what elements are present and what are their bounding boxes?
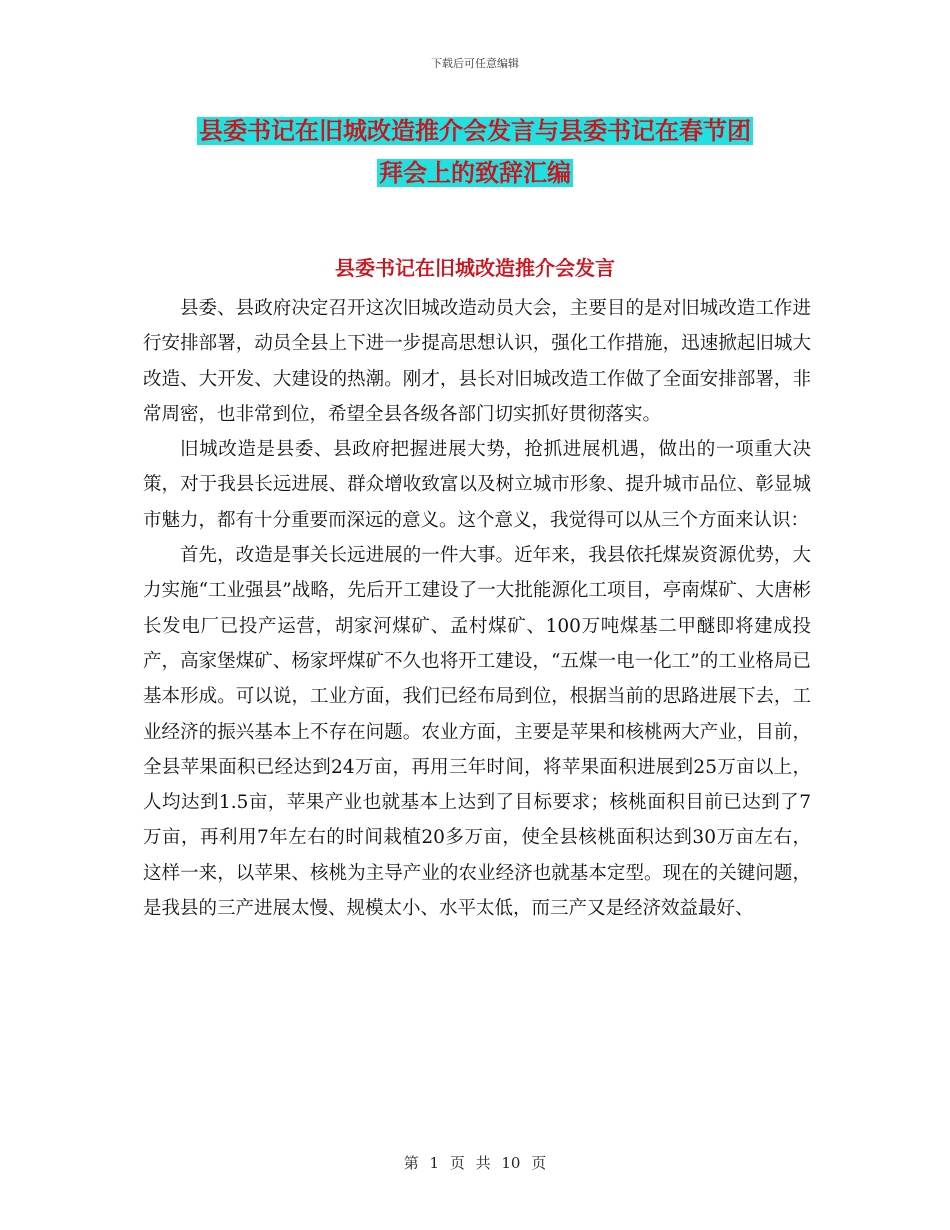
paragraph-3: 首先，改造是事关长远进展的一件大事。近年来，我县依托煤炭资源优势，大力实施“工业强县”战略，先后开工建设了一大批能源化工项目，亭南煤矿、大唐彬长发电厂已投产运营，胡家河煤矿、孟村煤矿、100万吨煤基二甲醚即将建成投产，高家堡煤矿、杨家坪煤矿不久也将开工建设，“五煤一电一化工”的工业格局已基本形成。可以说，工业方面，我们已经布局到位，根据当前的思路进展下去，工业经济的振兴基本上不存在问题。农业方面，主要是苹果和核桃两大产业，目前，全县苹果面积已经达到24万亩，再用三年时间，将苹果面积进展到25万亩以上，人均达到1.5亩，苹果产业也就基本上达到了目标要求；核桃面积目前已达到了7万亩，再利用7年左右的时间栽植20多万亩，使全县核桃面积达到30万亩左右，这样一来，以苹果、核桃为主导产业的农业经济也就基本定型。现在的关键问题，是我县的三产进展太慢、规模太小、水平太低，而三产又是经济效益最好、 (143, 545, 811, 920)
paragraph-1: 县委、县政府决定召开这次旧城改造动员大会，主要目的是对旧城改造工作进行安排部署，动员全县上下进一步提高思想认识，强化工作措施，迅速掀起旧城大改造、大开发、大建设的热潮。刚才，县长对旧城改造工作做了全面安排部署，非常周密，也非常到位，希望全县各级各部门切实抓好贯彻落实。 (143, 298, 811, 425)
title-line-2: 拜会上的致辞汇编 (379, 159, 571, 187)
title-line-1: 县委书记在旧城改造推介会发言与县委书记在春节团 (199, 117, 751, 145)
section-title: 县委书记在旧城改造推介会发言 (335, 256, 615, 280)
document-body (143, 291, 811, 926)
page-footer: 第 1 页 共 10 页 (403, 1154, 547, 1172)
paragraph-2: 旧城改造是县委、县政府把握进展大势，抢抓进展机遇，做出的一项重大决策，对于我县长远进展、群众增收致富以及树立城市形象、提升城市品位、彰显城市魅力，都有十分重要而深远的意义。这个意义，我觉得可以从三个方面来认识： (143, 439, 811, 531)
header-note: 下载后可任意编辑 (431, 57, 519, 70)
document-title (140, 110, 810, 194)
